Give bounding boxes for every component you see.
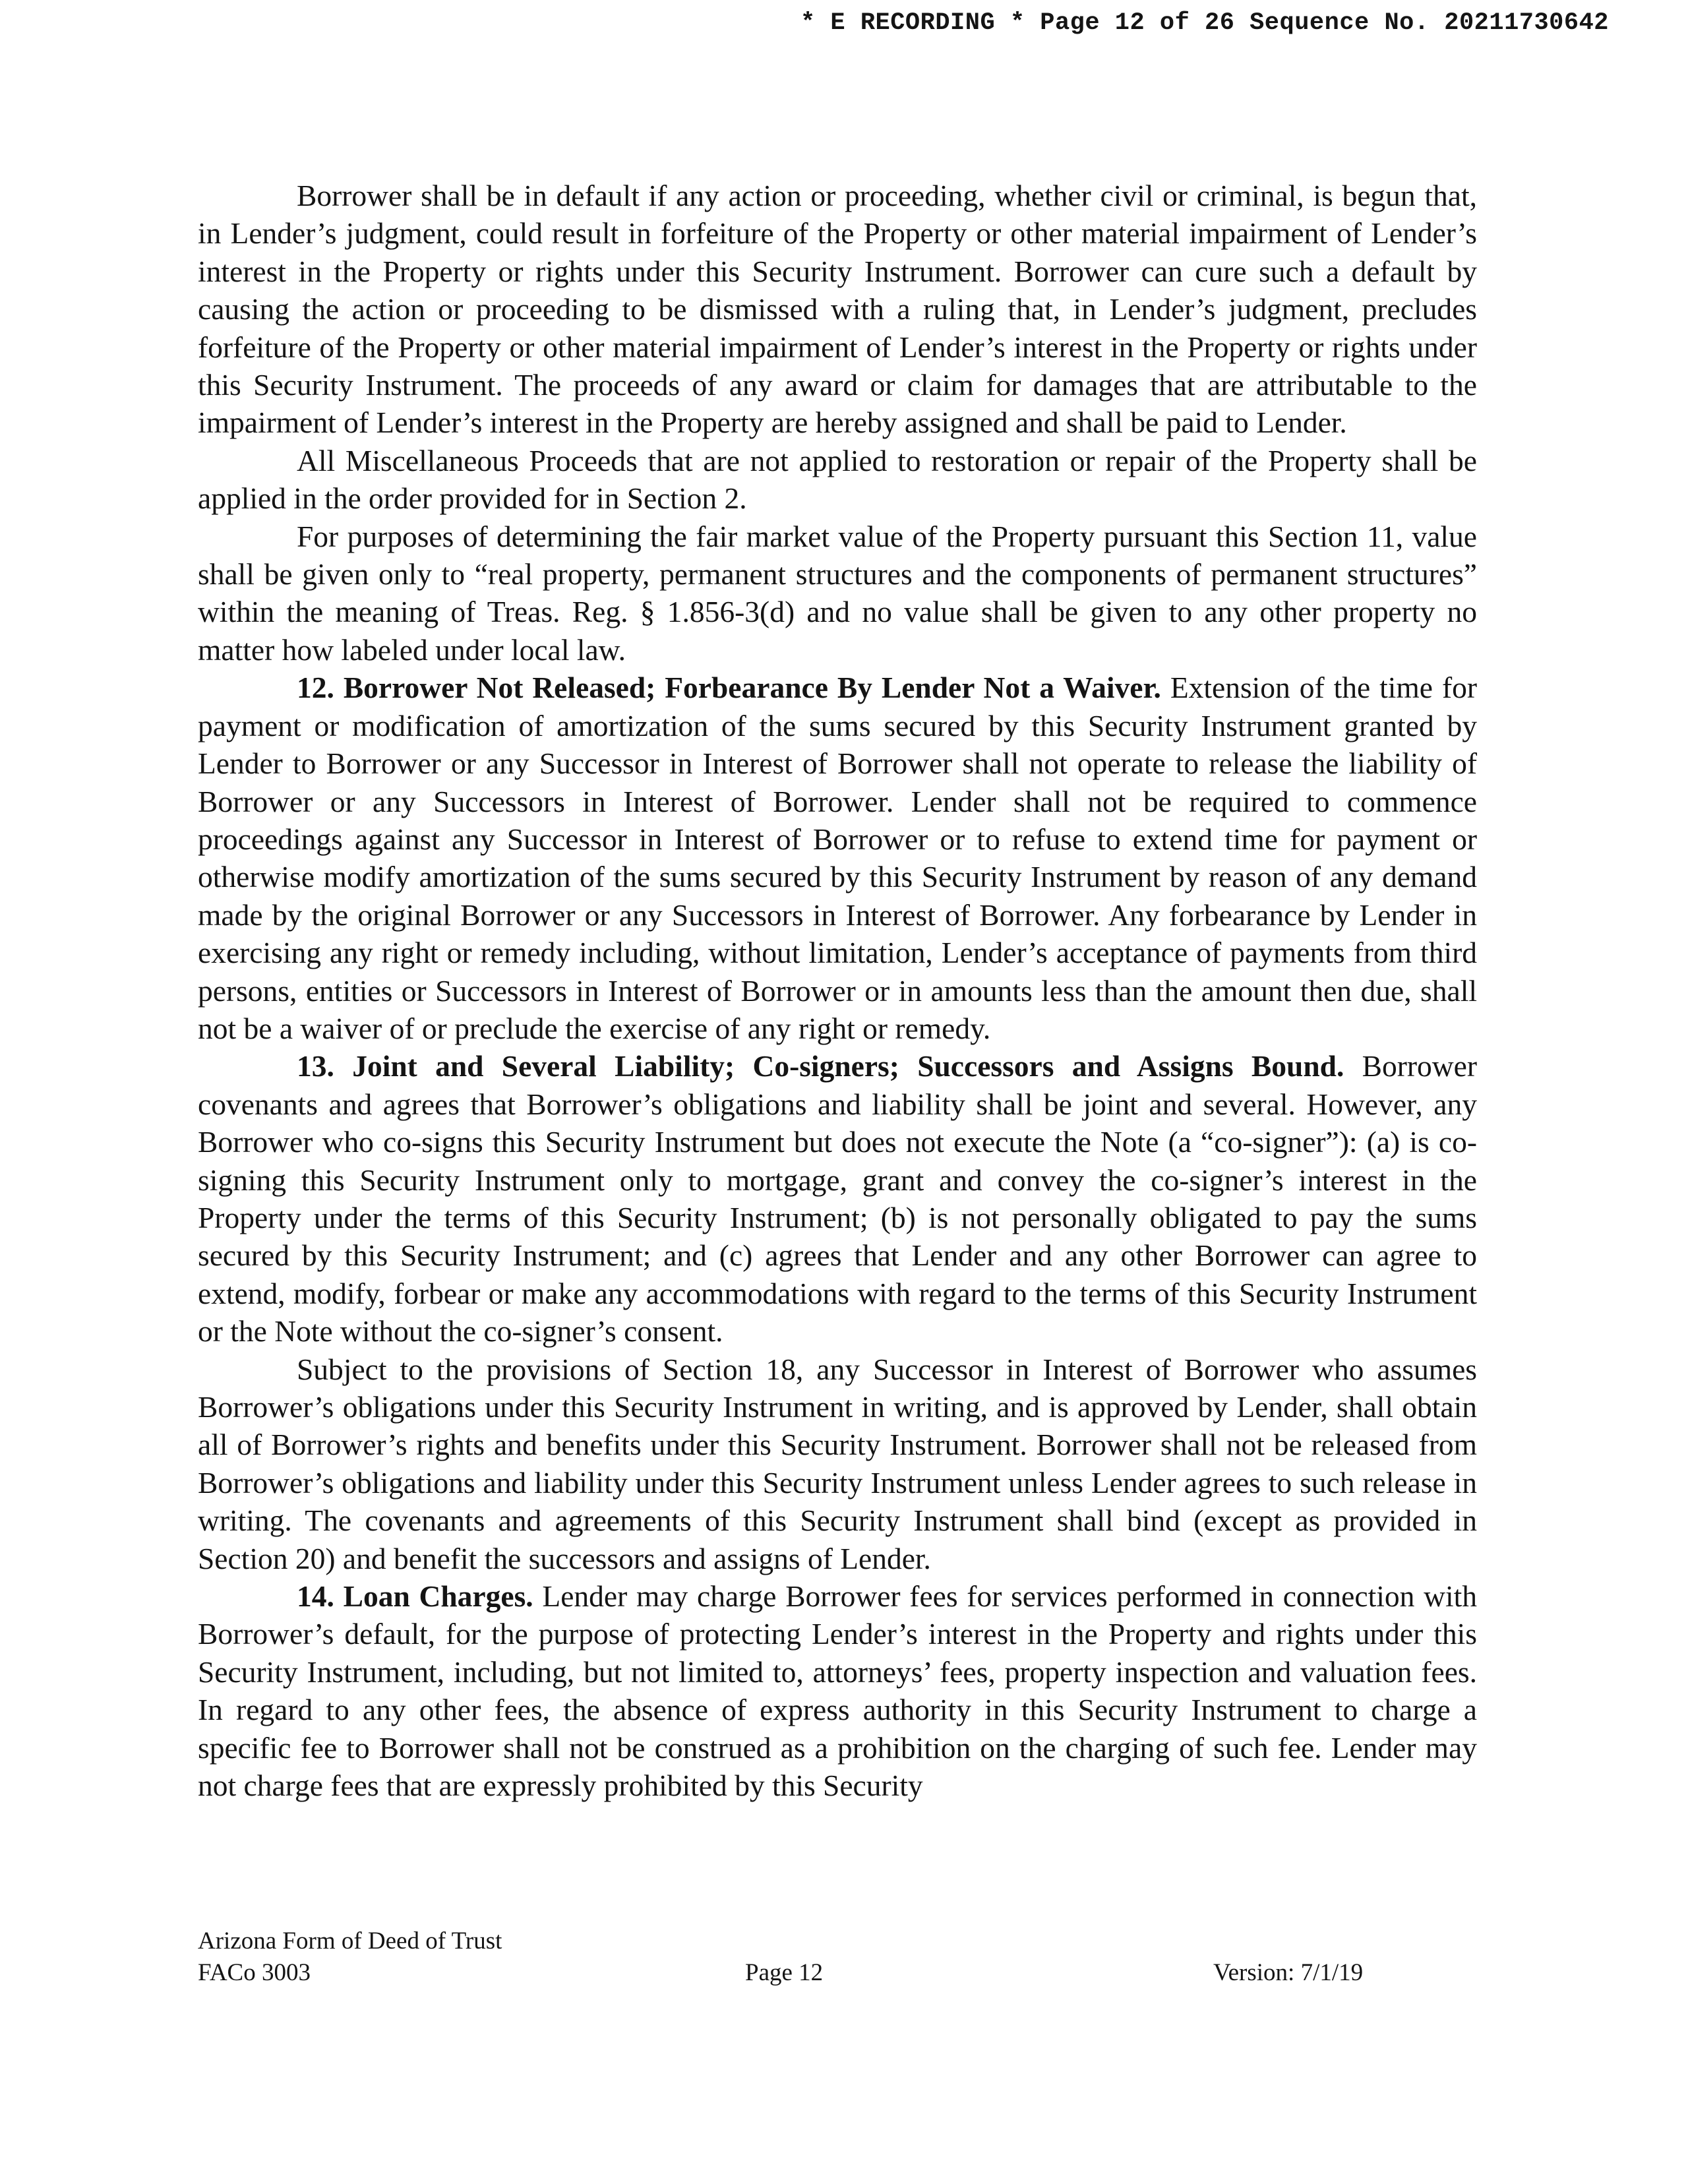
footer-page-number: Page 12 [745,1959,824,1986]
paragraph-successors [198,1350,1477,1577]
paragraph-default-forfeiture [198,177,1477,442]
section-12 [198,669,1477,1047]
section-heading: 13. Joint and Several Liability; Co-signers; Successors and Assigns Bound. [297,1049,1344,1083]
recording-header: * E RECORDING * Page 12 of 26 Sequence No. 20211730642 [800,9,1609,37]
paragraph-text: Borrower shall be in default if any action or proceeding, whether civil or criminal, is begun that, in Lender’s judgment, could result in forfeiture of the Property or other material impairment of Lender’s interest in the Property or rights under this Security Instrument. Borrower can cure such a default by causing the action or proceeding to be dismissed with a ruling that, in Lender’s judgment, precludes forfeiture of the Property or other material impairment of Lender’s interest in the Property or rights under this Security Instrument. The proceeds of any award or claim for damages that are attributable to the impairment of Lender’s interest in the Property are hereby assigned and shall be paid to Lender. [198,179,1477,440]
paragraph-miscellaneous-proceeds [198,442,1477,518]
footer-version: Version: 7/1/19 [1213,1959,1364,1986]
section-heading: 12. Borrower Not Released; Forbearance By Lender Not a Waiver. [297,671,1161,705]
section-14 [198,1577,1477,1804]
paragraph-text: For purposes of determining the fair market value of the Property pursuant this Section 11, value shall be given only to “real property, permanent structures and the components of permanent structures” within the meaning of Treas. Reg. § 1.856-3(d) and no value shall be given to any other property no matter how labeled under local law. [198,519,1477,667]
paragraph-text: Borrower covenants and agrees that Borrower’s obligations and liability shall be joint and several. However, any Borrower who co-signs this Security Instrument but does not execute the Note (a “co-signer”): (a) is co-signing this Security Instrument only to mortgage, grant and convey the co-signer’s interest in the Property under the terms of this Security Instrument; (b) is not personally obligated to pay the sums secured by this Security Instrument; and (c) agrees that Lender and any other Borrower can agree to extend, modify, forbear or make any accommodations with regard to the terms of this Security Instrument or the Note without the co-signer’s consent. [198,1049,1478,1349]
document-body [198,177,1477,1804]
paragraph-text: Extension of the time for payment or modification of amortization of the sums secured by this Security Instrument granted by Lender to Borrower or any Successor in Interest of Borrower shall not operate to release the liability of Borrower or any Successors in Interest of Borrower. Lender shall not be required to commence proceedings against any Successor in Interest of Borrower or to refuse to extend time for payment or otherwise modify amortization of the sums secured by this Security Instrument by reason of any demand made by the original Borrower or any Successors in Interest of Borrower. Any forbearance by Lender in exercising any right or remedy including, without limitation, Lender’s acceptance of payments from third persons, entities or Successors in Interest of Borrower or in amounts less than the amount then due, shall not be a waiver of or preclude the exercise of any right or remedy. [198,671,1478,1045]
footer-form-info [198,1926,502,1989]
footer-form-code: FACo 3003 [198,1959,311,1986]
footer-form-name: Arizona Form of Deed of Trust [198,1927,502,1955]
paragraph-text: Subject to the provisions of Section 18, any Successor in Interest of Borrower who assumes Borrower’s obligations under this Security Instrument in writing, and is approved by Lender, shall obtain all of Borrower’s rights and benefits under this Security Instrument. Borrower shall not be released from Borrower’s obligations and liability under this Security Instrument unless Lender agrees to such release in writing. The covenants and agreements of this Security Instrument shall bind (except as provided in Section 20) and benefit the successors and assigns of Lender. [198,1352,1477,1575]
paragraph-text: Lender may charge Borrower fees for services performed in connection with Borrower’s default, for the purpose of protecting Lender’s interest in the Property and rights under this Security Instrument, including, but not limited to, attorneys’ fees, property inspection and valuation fees. In regard to any other fees, the absence of express authority in this Security Instrument to charge a specific fee to Borrower shall not be construed as a prohibition on the charging of such fee. Lender may not charge fees that are expressly prohibited by this Security [198,1579,1477,1803]
section-heading: 14. Loan Charges. [297,1579,533,1614]
paragraph-fair-market-value [198,518,1477,669]
paragraph-text: All Miscellaneous Proceeds that are not applied to restoration or repair of the Property shall be applied in the order provided for in Section 2. [198,443,1477,516]
section-13 [198,1047,1477,1350]
